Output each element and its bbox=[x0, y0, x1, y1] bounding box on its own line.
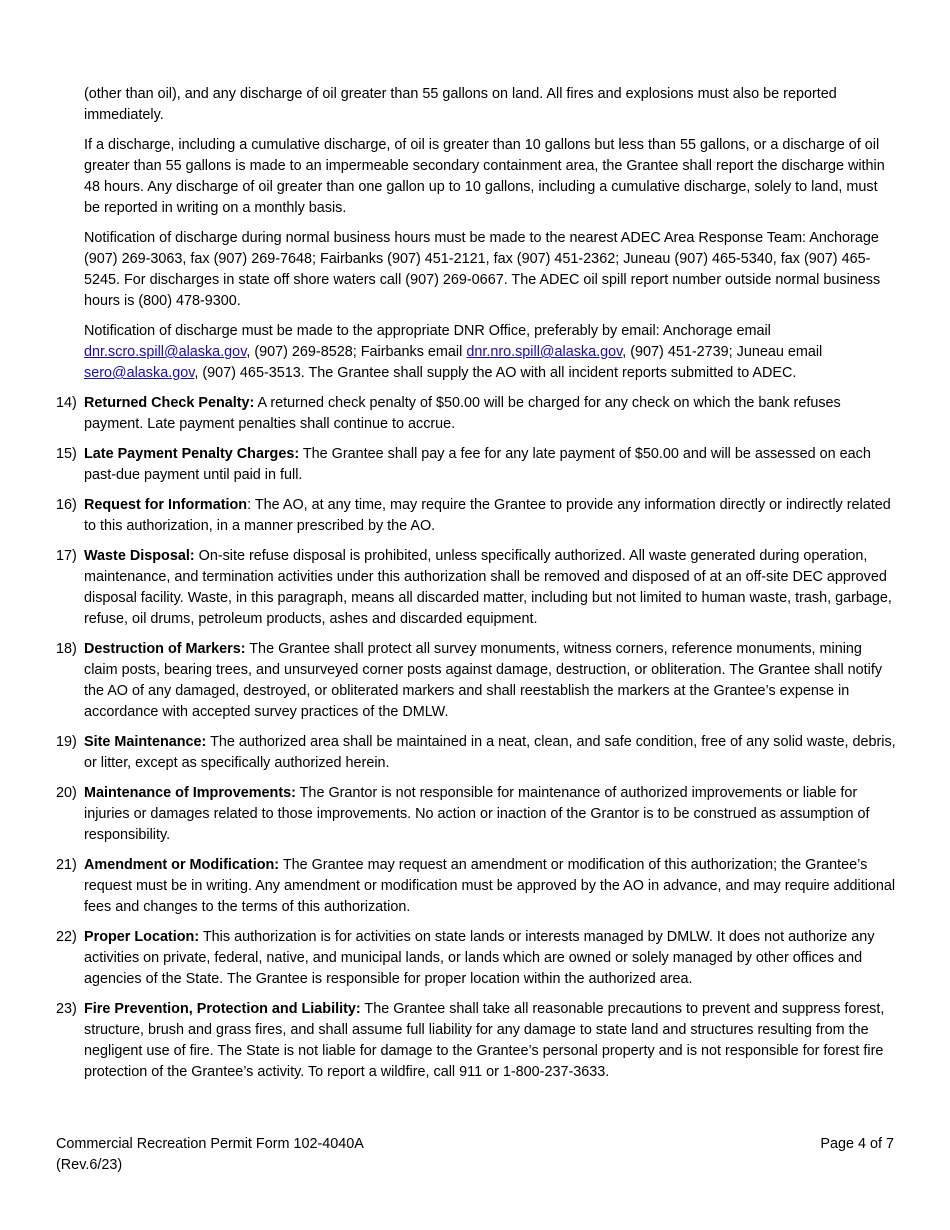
item-number: 14) bbox=[56, 395, 77, 411]
item-text bbox=[84, 927, 896, 990]
item-number: 15) bbox=[56, 446, 77, 462]
email-link-fairbanks[interactable]: dnr.nro.spill@alaska.gov bbox=[466, 344, 623, 360]
item-title: Waste Disposal: bbox=[84, 548, 195, 564]
item-body: The Grantor is not responsible for maintenance of authorized improvements or liable for injuries or damages related to those improvements. No action or inaction of the Grantor is to be construed as assumption of responsibility. bbox=[84, 785, 870, 843]
item-title: Destruction of Markers: bbox=[84, 641, 246, 657]
list-item bbox=[56, 639, 896, 723]
form-name: Commercial Recreation Permit Form 102-4040A bbox=[56, 1136, 364, 1152]
item-text bbox=[84, 855, 896, 918]
item-title: Returned Check Penalty: bbox=[84, 395, 255, 411]
item-body: The authorized area shall be maintained in a neat, clean, and safe condition, free of any solid waste, debris, or litter, except as specifically authorized herein. bbox=[84, 734, 896, 771]
item-text bbox=[84, 393, 896, 435]
item-number: 16) bbox=[56, 497, 77, 513]
list-item bbox=[56, 495, 896, 537]
item-body: The Grantee shall protect all survey monuments, witness corners, reference monuments, mining claim posts, bearing trees, and unsurveyed corner posts against damage, destruction, or obliteration. The Grantee shall notify the AO of any damaged, destroyed, or obliterated markers and shall reestablish the markers at the Grantee’s expense in accordance with accepted survey practices of the DMLW. bbox=[84, 641, 883, 720]
item-number: 23) bbox=[56, 1001, 77, 1017]
dnr-text-a: Notification of discharge must be made to the appropriate DNR Office, preferably by email: Anchorage email bbox=[84, 323, 771, 339]
item-number: 18) bbox=[56, 641, 77, 657]
list-item bbox=[56, 393, 896, 435]
form-revision: (Rev.6/23) bbox=[56, 1157, 123, 1173]
item-body: The Grantee may request an amendment or modification of this authorization; the Grantee’s request must be in writing. Any amendment or modification must be approved by the AO in advance, and may require additional fees and changes to the terms of this authorization. bbox=[84, 857, 896, 915]
item-number: 21) bbox=[56, 857, 77, 873]
item-number: 22) bbox=[56, 929, 77, 945]
list-item bbox=[56, 546, 896, 630]
list-item bbox=[56, 783, 896, 846]
dnr-text-b: , (907) 269-8528; Fairbanks email bbox=[246, 344, 467, 360]
item-text bbox=[84, 732, 896, 774]
item-title: Late Payment Penalty Charges: bbox=[84, 446, 300, 462]
item-body: The Grantee shall pay a fee for any late payment of $50.00 and will be assessed on each past-due payment until paid in full. bbox=[84, 446, 871, 483]
page-content bbox=[56, 84, 896, 1092]
paragraph-discharge-reporting: If a discharge, including a cumulative discharge, of oil is greater than 10 gallons but less than 55 gallons, or a discharge of oil greater than 55 gallons is made to an impermeable secondary containment area, the Grantee shall report the discharge within 48 hours. Any discharge of oil greater than one gallon up to 10 gallons, including a cumulative discharge, solely to land, must be reported in writing on a monthly basis. bbox=[84, 137, 885, 216]
item-title: Amendment or Modification: bbox=[84, 857, 280, 873]
list-item bbox=[56, 855, 896, 918]
item-body: A returned check penalty of $50.00 will be charged for any check on which the bank refuses payment. Late payment penalties shall continue to accrue. bbox=[84, 395, 841, 432]
item-number: 17) bbox=[56, 548, 77, 564]
list-item bbox=[56, 732, 896, 774]
page-number: Page 4 of 7 bbox=[820, 1136, 894, 1152]
item-body: On-site refuse disposal is prohibited, unless specifically authorized. All waste generated during operation, maintenance, and termination activities under this authorization shall be removed and disposed of at an off-site DEC approved disposal facility. Waste, in this paragraph, means all discarded matter, including but not limited to human waste, trash, garbage, refuse, oil drums, petroleum products, ashes and discarded equipment. bbox=[84, 548, 892, 627]
list-item bbox=[56, 927, 896, 990]
numbered-list bbox=[56, 393, 896, 1083]
item-title: Request for Information bbox=[84, 497, 248, 513]
list-item bbox=[56, 444, 896, 486]
email-link-juneau[interactable]: sero@alaska.gov bbox=[84, 365, 195, 381]
dnr-text-d: , (907) 465-3513. The Grantee shall supply the AO with all incident reports submitted to ADEC. bbox=[194, 365, 797, 381]
item-text bbox=[84, 639, 896, 723]
item-body: The Grantee shall take all reasonable precautions to prevent and suppress forest, structure, brush and grass fires, and shall assume full liability for any damage to state land and structures resulting from the negligent use of fire. The State is not liable for damage to the Grantee’s personal property and is not responsible for forest fire protection of the Grantee’s activity. To report a wildfire, call 911 or 1-800-237-3633. bbox=[84, 1001, 885, 1080]
list-item bbox=[56, 999, 896, 1083]
item-body: : The AO, at any time, may require the Grantee to provide any information directly or indirectly related to this authorization, in a manner prescribed by the AO. bbox=[84, 497, 891, 534]
item-body: This authorization is for activities on state lands or interests managed by DMLW. It does not authorize any activities on private, federal, native, and municipal lands, or lands which are owned or solely managed by other offices and agencies of the State. The Grantee is responsible for proper location within the authorized area. bbox=[84, 929, 875, 987]
item-text bbox=[84, 999, 896, 1083]
item-number: 20) bbox=[56, 785, 77, 801]
item-title: Fire Prevention, Protection and Liability: bbox=[84, 1001, 361, 1017]
email-link-anchorage[interactable]: dnr.scro.spill@alaska.gov bbox=[84, 344, 247, 360]
paragraph-adec-notification: Notification of discharge during normal business hours must be made to the nearest ADEC Area Response Team: Anchorage (907) 269-3063, fax (907) 269-7648; Fairbanks (907) 451-2121, fax (907) 451-2362; Juneau (907) 465-5340, fax (907) 465-5245. For discharges in state off shore waters call (907) 269-0667. The ADEC oil spill report number outside normal business hours is (800) 478-9300. bbox=[84, 230, 881, 309]
paragraph-dnr-notification bbox=[56, 321, 896, 384]
item-number: 19) bbox=[56, 734, 77, 750]
item-text bbox=[84, 444, 896, 486]
item-text bbox=[84, 783, 896, 846]
item-title: Proper Location: bbox=[84, 929, 200, 945]
form-identifier bbox=[56, 1134, 364, 1176]
item-title: Site Maintenance: bbox=[84, 734, 207, 750]
item-text bbox=[84, 546, 896, 630]
item-title: Maintenance of Improvements: bbox=[84, 785, 296, 801]
item-text bbox=[84, 495, 896, 537]
paragraph-continued: (other than oil), and any discharge of oil greater than 55 gallons on land. All fires and explosions must also be reported immediately. bbox=[84, 86, 837, 123]
dnr-text-c: , (907) 451-2739; Juneau email bbox=[622, 344, 823, 360]
